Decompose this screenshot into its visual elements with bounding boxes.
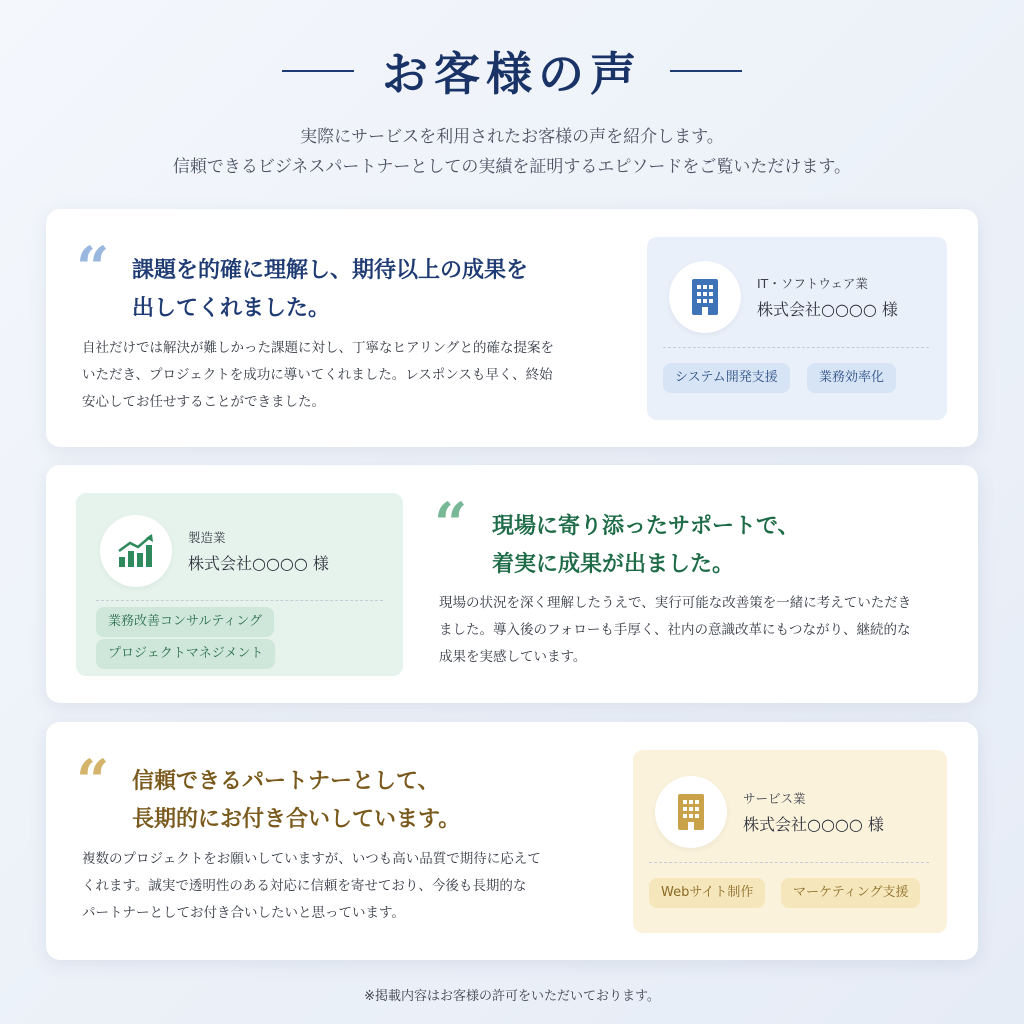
- service-tag: 業務改善コンサルティング: [96, 607, 274, 637]
- client-company: 株式会社○○○○ 様: [188, 554, 329, 573]
- quote-icon: “: [434, 490, 468, 558]
- service-tag: 業務効率化: [807, 363, 896, 393]
- testimonial-headline: [492, 507, 952, 583]
- body-line-3: パートナーとしてお付き合いしたいと思っています。: [82, 905, 405, 921]
- client-industry: 製造業: [188, 530, 226, 545]
- body-line-3: 安心してお任せすることができました。: [82, 394, 325, 410]
- testimonial-body: [439, 590, 954, 671]
- testimonial-body: [82, 846, 622, 927]
- testimonial-body: [82, 335, 642, 416]
- testimonial-headline: [132, 762, 632, 838]
- panel-divider: [96, 600, 383, 601]
- testimonial-headline: [132, 251, 652, 327]
- service-tag: マーケティング支援: [781, 878, 920, 908]
- title-decoration-right: [670, 70, 742, 72]
- quote-icon: “: [76, 747, 110, 815]
- page-header: [0, 36, 1024, 106]
- testimonial-card-1: [46, 209, 978, 447]
- building-icon: [655, 776, 727, 848]
- headline-line-2: 出してくれました。: [132, 295, 331, 321]
- service-tag: システム開発支援: [663, 363, 790, 393]
- body-line-2: いただき、プロジェクトを成功に導いてくれました。レスポンスも早く、終始: [82, 367, 553, 383]
- body-line-1: 複数のプロジェクトをお願いしていますが、いつも高い品質で期待に応えて: [82, 851, 541, 867]
- testimonial-card-2: [46, 465, 978, 703]
- quote-icon: “: [76, 234, 110, 302]
- headline-line-1: 信頼できるパートナーとして、: [132, 768, 440, 794]
- subtitle-line-1: 実際にサービスを利用されたお客様の声を紹介します。: [300, 127, 724, 147]
- client-industry: IT・ソフトウェア業: [757, 276, 868, 291]
- building-icon: [669, 261, 741, 333]
- headline-line-1: 課題を的確に理解し、期待以上の成果を: [132, 257, 529, 283]
- client-info-panel: [76, 493, 403, 676]
- client-info-panel: [633, 750, 947, 933]
- service-tag: Webサイト制作: [649, 878, 765, 908]
- subtitle-line-2: 信頼できるビジネスパートナーとしての実績を証明するエピソードをご覧いただけます。: [172, 157, 852, 177]
- body-line-2: くれます。誠実で透明性のある対応に信頼を寄せており、今後も長期的な: [82, 878, 527, 894]
- page-title: お客様の声: [382, 47, 642, 101]
- headline-line-2: 着実に成果が出ました。: [492, 551, 735, 577]
- panel-divider: [649, 862, 929, 863]
- client-company: 株式会社○○○○ 様: [757, 300, 898, 319]
- body-line-1: 現場の状況を深く理解したうえで、実行可能な改善策を一緒に考えていただき: [439, 595, 912, 611]
- body-line-2: ました。導入後のフォローも手厚く、社内の意識改革にもつながり、継続的な: [439, 622, 911, 638]
- page-subtitle: [0, 122, 1024, 182]
- client-info-panel: [647, 237, 947, 420]
- service-tag: プロジェクトマネジメント: [96, 639, 275, 669]
- body-line-1: 自社だけでは解決が難しかった課題に対し、丁寧なヒアリングと的確な提案を: [82, 340, 554, 356]
- bar-chart-growth-icon: [100, 515, 172, 587]
- client-company: 株式会社○○○○ 様: [743, 815, 884, 834]
- client-industry: サービス業: [743, 791, 806, 806]
- headline-line-1: 現場に寄り添ったサポートで、: [492, 513, 800, 539]
- permission-footnote: ※掲載内容はお客様の許可をいただいております。: [364, 989, 660, 1004]
- headline-line-2: 長期的にお付き合いしています。: [132, 806, 461, 832]
- body-line-3: 成果を実感しています。: [439, 649, 587, 665]
- panel-divider: [663, 347, 929, 348]
- title-decoration-left: [282, 70, 354, 72]
- testimonial-card-3: [46, 722, 978, 960]
